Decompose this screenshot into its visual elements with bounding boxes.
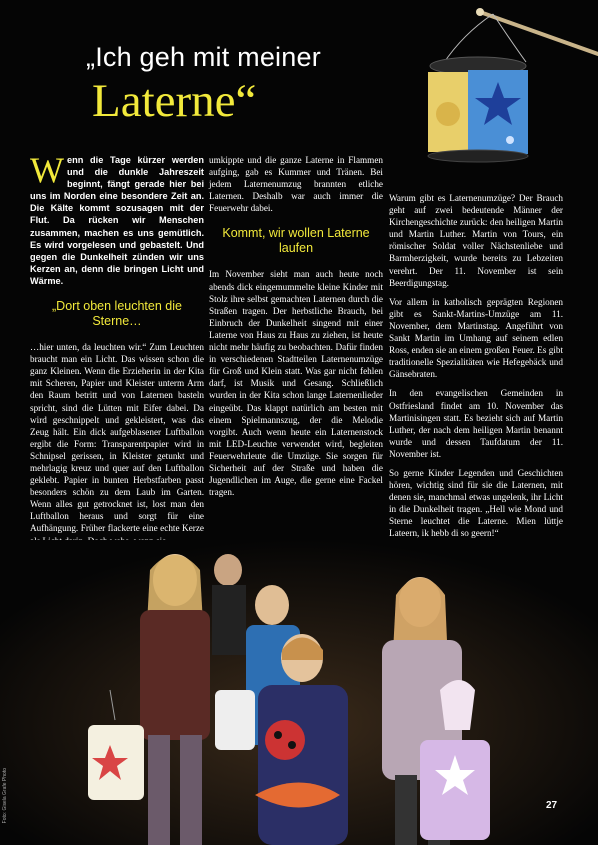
children-with-lanterns-photo	[0, 540, 598, 845]
title-line-1: „Ich geh mit meiner	[86, 42, 321, 72]
drop-cap: W	[30, 150, 64, 190]
column-2	[209, 154, 383, 505]
body-text-1: …hier unten, da leuchten wir.“ Zum Leuchten braucht man ein Licht. Das wissen schon die ganz Kleinen. Wenn die Erzieherin in der Kita mit Scheren, Papier und Kleister unterm Arm den Raum betritt und von Laternen basteln spricht, sind die Lütten mit Eifer dabei. Da wird geschnippelt und gekleistert, was das Zeug hält. Ein dick aufgeblasener Luftballon ergibt die Form: Transparentpapier wird in Schnipsel gerissen, in Kleister getunkt und mehrlagig kreuz und quer auf den Luftballon geklebt. Papier in bunten Herbstfarben passt besonders schön zu dem Laub im Garten. Wenn alles gut getrocknet ist, lost man den Luftballon heraus und sorgt für eine Aufhängung. Früher flackerte eine echte Kerze	[30, 342, 204, 534]
lantern-ladybug	[265, 720, 305, 760]
title-line-2: Laterne“	[92, 75, 257, 127]
body-text-3a: Warum gibt es Laternenumzüge? Der Brauch geht auf zwei bedeutende Männer der Kirchengeschichte zurück: den heiligen Martin und Martin Luther. Martin von Tours, ein römischer Soldat voller Nächstenliebe und Barmherzigkeit, wurde bereits zu Lebzeiten verehrt. Der 11. November ist sein Beerdigungstag.	[389, 193, 563, 288]
subheading-kommt: Kommt, wir wollen Laterne laufen	[222, 226, 370, 256]
page-number: 27	[546, 800, 558, 811]
body-text-2b: Im November sieht man auch heute noch abends dick eingemummelte kleine Kinder mit Stolz ihre selbst gemachten Laternen durch die Straßen tragen. Der herbstliche Brauch, bei Einbruch der Dunkelheit singend mit einer Laterne von Haus zu Haus zu ziehen, ist heute nicht mehr häufig zu beobachten. Dafür finden in verschiedenen Stadtteilen Laternenumzüge für Groß und Klein statt. Was gar nicht fehlen darf, ist Musik und Gesang. Schließlich wurden in der Kita schon lange Laternenlieder eingeübt. Das klappt natürlich am besten mit einem Spielmannszug, der die Melodie vorgibt. Auch wenn heute ein Laternenstock mit LED-Leuchte verwendet wird, begleiten Feuerwehrleute die Umzüge. Sie sorgen für Sicherheit auf der Straße und haben die Jugendlichen im Auge, die gerne eine Fackel tragen.	[209, 269, 383, 498]
column-3	[389, 192, 563, 566]
body-text-3c: In den evangelischen Gemeinden in Ostfriesland findet am 10. November das Martinisingen statt. Es bezieht sich auf Martin Luther, der nach dem heiligen Martin benannt wurde und dessen Taufdatum der 11. November ist.	[389, 388, 563, 459]
photo-credit: Foto: Gisela Grafe Photo	[2, 768, 8, 824]
child-back	[212, 554, 246, 655]
lead-text: enn die Tage kürzer werden und die dunkle Jahreszeit beginnt, fängt gerade hier bei uns im Norden eine besondere Zeit an. Die Kälte kommt sozusagen mit der Flut. Da rücken wir Menschen zusammen, machen es uns gemütlich. Es wird vorgelesen und gebastelt. Und gegen die Dunkelheit zünden wir uns Kerzen an, denn die bringen Licht und Wärme.	[30, 155, 204, 286]
body-text-3d: So gerne Kinder Legenden und Geschichten hören, wichtig sind für sie die Laternen, mit denen sie, manchmal etwas ungelenk, ihr Licht in die Dunkelheit tragen. „Hell wie Mond und Sterne leuchtet die Laterne. Mien lüttje Lateern, ik hebb di so geern!“	[389, 467, 563, 539]
body-text-2a: umkippte und die ganze Laterne in Flammen aufging, gab es Kummer und Tränen. Bei jedem Laternenumzug brannten etliche Laternen. Deshalb war auch immer die Feuerwehr dabei.	[209, 155, 383, 214]
lantern-white	[215, 690, 255, 750]
lead-paragraph	[30, 150, 204, 287]
body-text-3b: Vor allem in katholisch geprägten Regionen gibt es Sankt-Martins-Umzüge am 11. November, dem Martinstag. Angeführt von Sankt Martin im Umhang auf seinem edlen Ross, enden sie an einem großen Feuer. Es gibt traditionelle Spezialitäten wie Hefegebäck und Gänsebraten.	[389, 296, 563, 380]
column-1	[30, 150, 204, 554]
subheading-stars: „Dort oben leuchten die Sterne…	[52, 299, 182, 329]
lantern-illustration	[418, 4, 598, 174]
